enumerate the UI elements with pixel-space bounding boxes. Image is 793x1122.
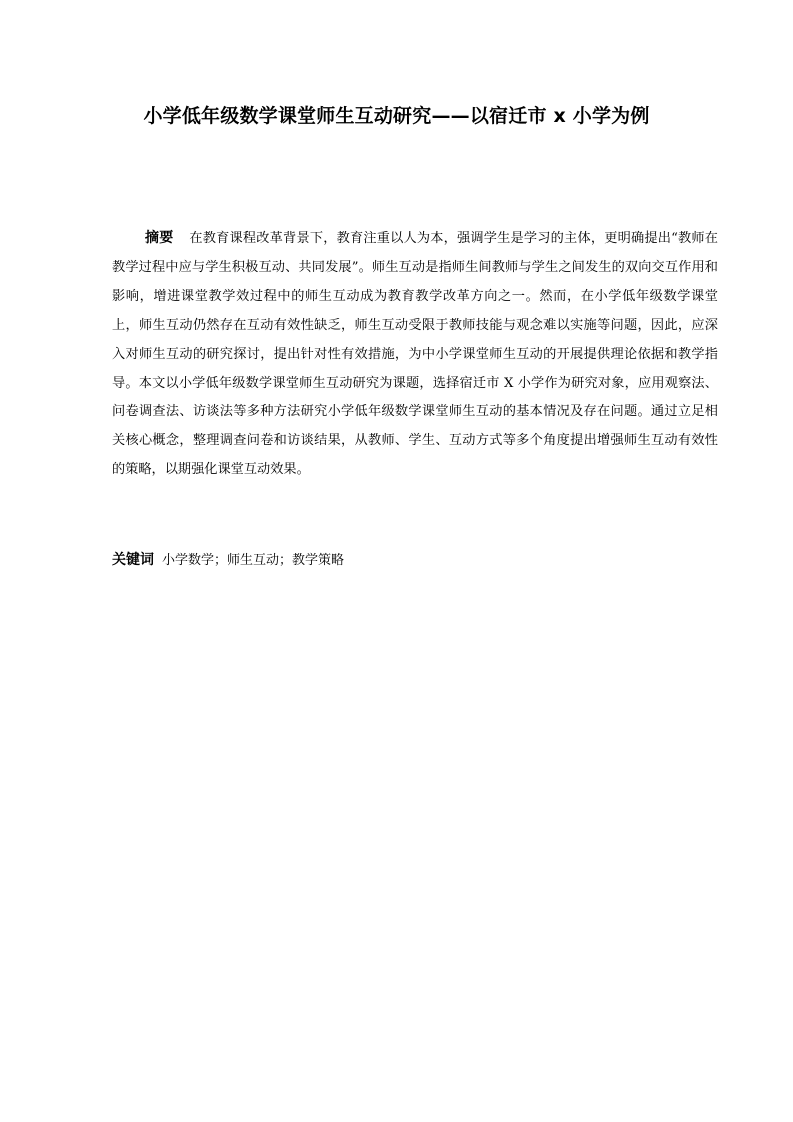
keywords-text: 小学数学；师生互动；教学策略	[162, 553, 345, 568]
abstract-paragraph	[112, 224, 718, 485]
document-title: 小学低年级数学课堂师生互动研究——以宿迁市 x 小学为例	[143, 105, 650, 127]
keywords-label: 关键词	[112, 552, 154, 568]
abstract-label: 摘要	[145, 230, 174, 246]
keywords-line	[112, 548, 718, 573]
abstract-text: 在教育课程改革背景下，教育注重以人为本，强调学生是学习的主体，更明确提出“教师在教学过程中应与学生积极互动、共同发展”。师生互动是指师生间教师与学生之间发生的双向交互作用和影响，增进课堂教学效过程中的师生互动成为教育教学改革方向之一。然而，在小学低年级数学课堂上，师生互动仍然存在互动有效性缺乏，师生互动受限于教师技能与观念难以实施等问题，因此，应深入对师生互动的研究探讨，提出针对性有效措施，为中小学课堂师生互动的开展提供理论依据和教学指导。本文以小学低年级数学课堂师生互动研究为课题，选择宿迁市 X 小学作为研究对象，应用观察法、问卷调查法、访谈法等多种方法研究小学低年级数学课堂师生互动的基本情况及存在问题。通过立足相关核心概念，整理调查问卷和访谈结果，从教师、学生、互动方式等多个角度提出增强师生互动有效性的策略，以期强化课堂互动效果。	[112, 231, 718, 478]
